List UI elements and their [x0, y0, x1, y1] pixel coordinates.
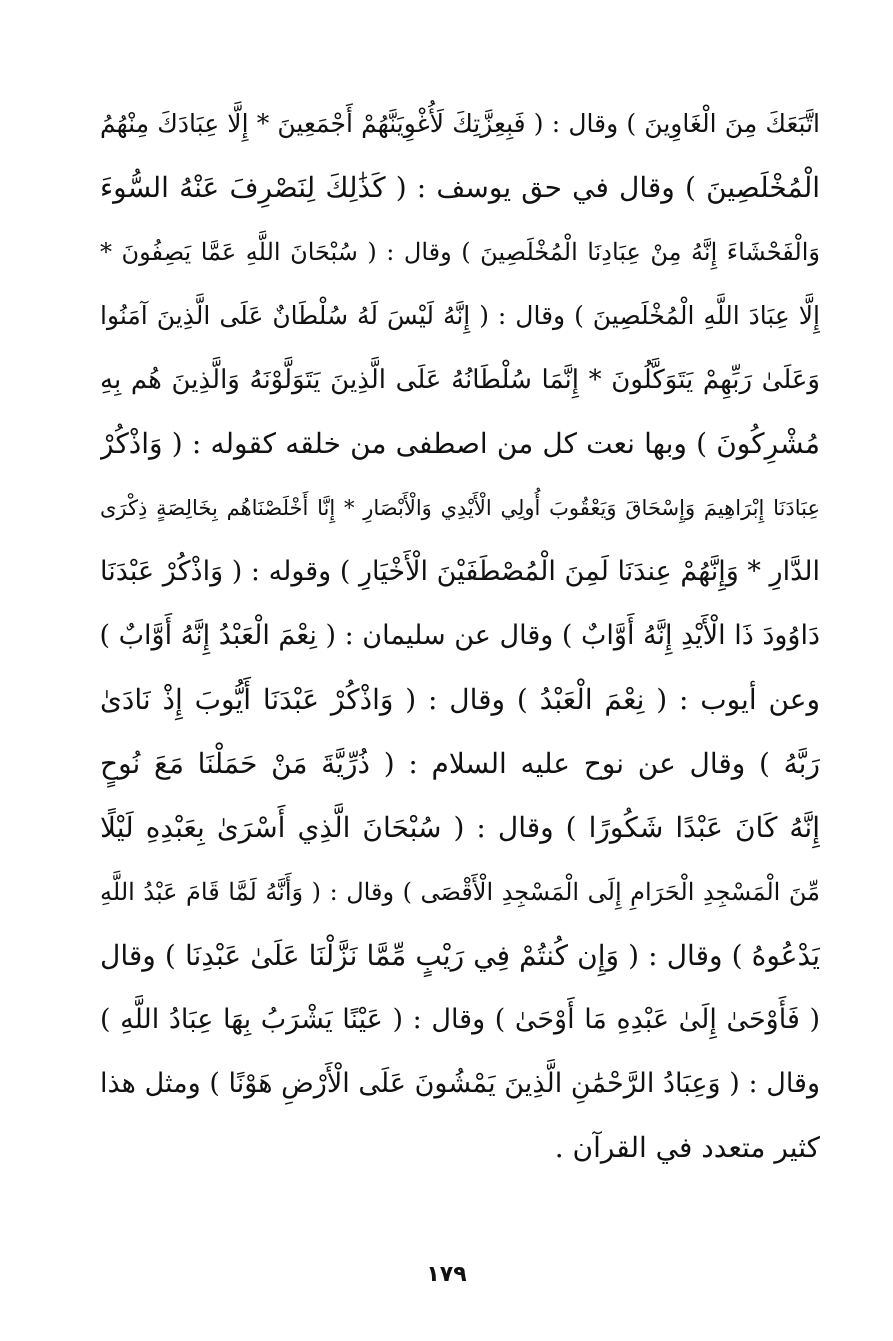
- text-line-11: رَبَّهُ ) وقال عن نوح عليه السلام : ( ذُرِّيَّةَ مَنْ حَمَلْنَا مَعَ نُوحٍ: [100, 747, 820, 780]
- text-line-2: الْمُخْلَصِينَ ) وقال في حق يوسف : ( كَذَٰلِكَ لِنَصْرِفَ عَنْهُ السُّوءَ: [100, 171, 820, 204]
- body-text: [100, 92, 820, 1180]
- text-line-14: يَدْعُوهُ ) وقال : ( وَإِن كُنتُمْ فِي رَيْبٍ مِّمَّا نَزَّلْنَا عَلَىٰ عَبْدِنَا ) وقال: [100, 939, 820, 972]
- text-line-17: كثير متعدد في القرآن .: [554, 1131, 820, 1164]
- text-line-12: إِنَّهُ كَانَ عَبْدًا شَكُورًا ) وقال : ( سُبْحَانَ الَّذِي أَسْرَىٰ بِعَبْدِهِ لَيْلًا: [100, 811, 820, 844]
- page-number: ١٧٩: [426, 1262, 467, 1287]
- text-line-8: الدَّارِ * وَإِنَّهُمْ عِندَنَا لَمِنَ الْمُصْطَفَيْنَ الْأَخْيَارِ ) وقوله : ( وَاذْكُرْ عَبْدَنَا: [100, 556, 820, 587]
- text-line-7: عِبَادَنَا إِبْرَاهِيمَ وَإِسْحَاقَ وَيَعْقُوبَ أُولِي الْأَيْدِي وَالْأَبْصَارِ * إِنَّا أَخْلَصْنَاهُم بِخَالِصَةٍ ذِكْرَى: [100, 496, 820, 520]
- text-line-16: وقال : ( وَعِبَادُ الرَّحْمَٰنِ الَّذِينَ يَمْشُونَ عَلَى الْأَرْضِ هَوْنًا ) ومثل هذا: [100, 1068, 820, 1099]
- text-line-4: إِلَّا عِبَادَ اللَّهِ الْمُخْلَصِينَ ) وقال : ( إِنَّهُ لَيْسَ لَهُ سُلْطَانٌ عَلَى الَّذِينَ آمَنُوا: [100, 301, 820, 330]
- text-line-1: اتَّبَعَكَ مِنَ الْغَاوِينَ ) وقال : ( فَبِعِزَّتِكَ لَأُغْوِيَنَّهُمْ أَجْمَعِينَ * إِلَّا عِبَادَكَ مِنْهُمُ: [100, 109, 820, 138]
- text-line-6: مُشْرِكُونَ ) وبها نعت كل من اصطفى من خلقه كقوله : ( وَاذْكُرْ: [100, 427, 820, 460]
- text-line-13: مِّنَ الْمَسْجِدِ الْحَرَامِ إِلَى الْمَسْجِدِ الْأَقْصَى ) وقال : ( وَأَنَّهُ لَمَّا قَامَ عَبْدُ اللَّهِ: [100, 878, 820, 906]
- text-line-10: وعن أيوب : ( نِعْمَ الْعَبْدُ ) وقال : ( وَاذْكُرْ عَبْدَنَا أَيُّوبَ إِذْ نَادَىٰ: [100, 683, 820, 716]
- text-line-15: ( فَأَوْحَىٰ إِلَىٰ عَبْدِهِ مَا أَوْحَىٰ ) وقال : ( عَيْنًا يَشْرَبُ بِهَا عِبَادُ اللَّهِ ): [100, 1004, 820, 1035]
- text-line-3: وَالْفَحْشَاءَ إِنَّهُ مِنْ عِبَادِنَا الْمُخْلَصِينَ ) وقال : ( سُبْحَانَ اللَّهِ عَمَّا يَصِفُونَ *: [100, 238, 820, 266]
- text-line-9: دَاوُودَ ذَا الْأَيْدِ إِنَّهُ أَوَّابٌ ) وقال عن سليمان : ( نِعْمَ الْعَبْدُ إِنَّهُ أَوَّابٌ ): [100, 620, 820, 651]
- text-line-5: وَعَلَىٰ رَبِّهِمْ يَتَوَكَّلُونَ * إِنَّمَا سُلْطَانُهُ عَلَى الَّذِينَ يَتَوَلَّوْنَهُ وَالَّذِينَ هُم بِهِ: [100, 365, 820, 395]
